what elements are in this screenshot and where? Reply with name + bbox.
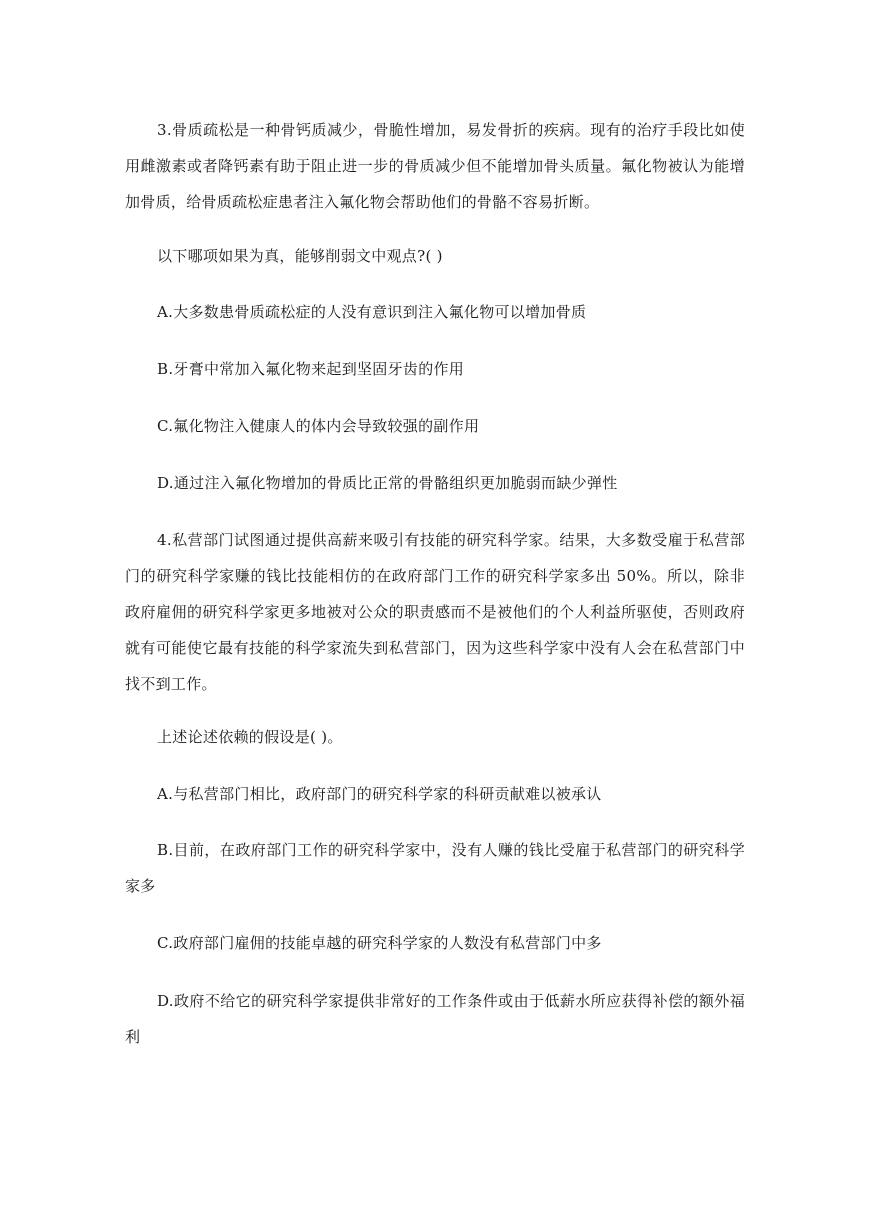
question-4-option-c: C.政府部门雇佣的技能卓越的研究科学家的人数没有私营部门中多 bbox=[157, 934, 602, 952]
question-3-option-c: C.氟化物注入健康人的体内会导致较强的副作用 bbox=[157, 417, 480, 435]
question-3-option-a: A.大多数患骨质疏松症的人没有意识到注入氟化物可以增加骨质 bbox=[157, 303, 587, 321]
question-3-stem: 3.骨质疏松是一种骨钙质减少，骨脆性增加，易发骨折的疾病。现有的治疗手段比如使用雌激素或者降钙素有助于阻止进一步的骨质减少但不能增加骨头质量。氟化物被认为能增加骨质，给骨质疏松症患者注入氟化物会帮助他们的骨骼不容易折断。 bbox=[125, 121, 745, 211]
question-4-option-a: A.与私营部门相比，政府部门的研究科学家的科研贡献难以被承认 bbox=[157, 785, 602, 803]
question-4-prompt: 上述论述依赖的假设是( )。 bbox=[157, 728, 343, 746]
question-3-option-d: D.通过注入氟化物增加的骨质比正常的骨骼组织更加脆弱而缺少弹性 bbox=[157, 474, 618, 492]
question-4-option-d: D.政府不给它的研究科学家提供非常好的工作条件或由于低薪水所应获得补偿的额外福利 bbox=[125, 992, 745, 1046]
question-3-option-b: B.牙膏中常加入氟化物来起到坚固牙齿的作用 bbox=[157, 360, 465, 378]
question-4-stem: 4.私营部门试图通过提供高薪来吸引有技能的研究科学家。结果，大多数受雇于私营部门的研究科学家赚的钱比技能相仿的在政府部门工作的研究科学家多出 50%。所以，除非政府雇佣的研究科学家更多地被对公众的职责感而不是被他们的个人利益所驱使，否则政府就有可能使它最有技能的科学家流失到私营部门，因为这些科学家中没有人会在私营部门中找不到工作。 bbox=[125, 531, 745, 693]
question-3-prompt: 以下哪项如果为真，能够削弱文中观点?( ) bbox=[157, 247, 443, 265]
question-4-option-b: B.目前，在政府部门工作的研究科学家中，没有人赚的钱比受雇于私营部门的研究科学家多 bbox=[125, 841, 745, 895]
